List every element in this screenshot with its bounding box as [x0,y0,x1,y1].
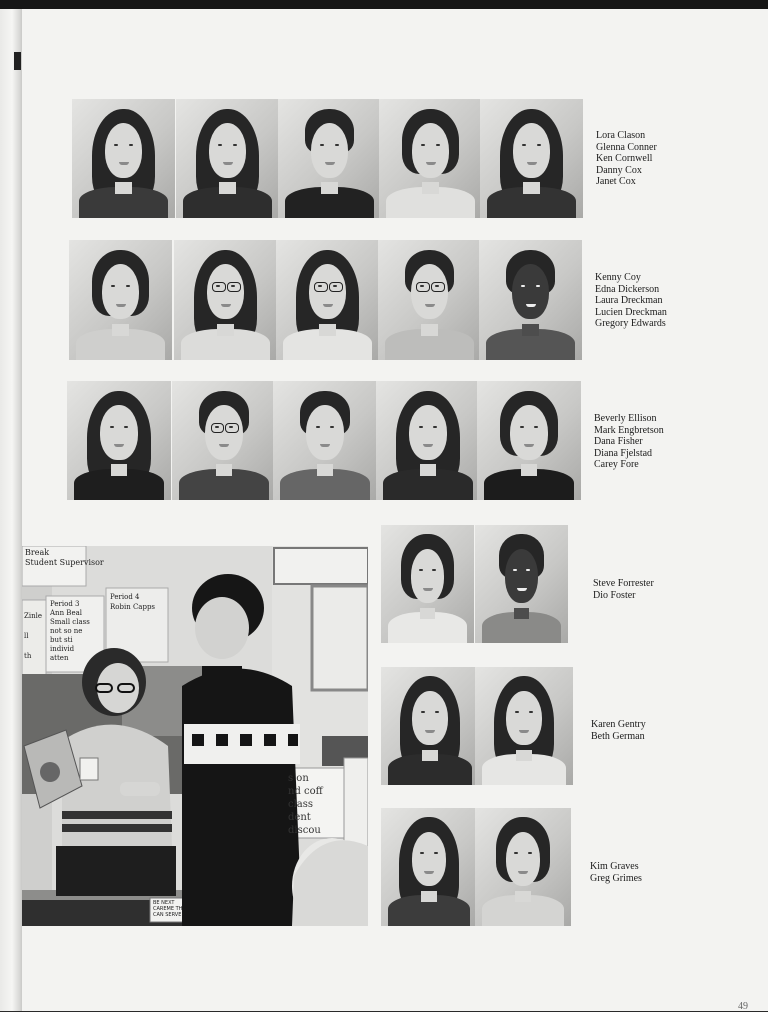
student-portrait [176,99,279,218]
sign-text: Period 4 [110,593,140,601]
sign-text: Small class [50,618,90,626]
sign-left-fragments [24,606,42,666]
sign-text: s on [288,773,309,784]
candid-photo [22,546,368,926]
page-number: 49 [738,1001,748,1012]
student-portrait [381,525,474,643]
student-portrait [174,240,277,360]
sign-text: CAN SERVE [153,912,182,918]
student-name: Diana Fjelstad [594,447,653,459]
sign-text: Robin Capps [110,603,156,611]
student-portrait [477,381,581,500]
names-row-5 [591,719,646,742]
student-portrait [479,240,582,360]
names-row-1 [596,130,657,188]
student-name: Carey Fore [594,459,639,471]
student-name: Kim Graves [590,861,639,872]
sign-text: CAREME TH [153,906,183,912]
student-portrait [379,99,482,218]
sign-text: nd coff [288,786,323,797]
student-name: Gregory Edwards [595,318,666,330]
student-portrait [172,381,276,500]
student-name: Karen Gentry [591,719,646,730]
sign-text: dent [288,812,311,823]
student-name: Lucien Dreckman [595,306,667,318]
student-portrait [381,667,479,785]
sign-text: Period 3 [50,600,80,608]
sign-text: BE NEXT [153,900,175,906]
sign-text: class [288,799,314,810]
student-name: Beth German [591,730,645,742]
student-portrait [278,99,381,218]
names-row-3 [594,413,664,471]
sign-period-4 [110,592,155,612]
student-portrait [475,808,571,926]
sign-period-3 [50,600,90,663]
student-portrait [376,381,480,500]
sign-text: not so ne [50,627,83,635]
sign-text: Break [25,548,50,557]
student-name: Dana Fisher [594,436,643,448]
names-row-2 [595,272,667,330]
student-name: Glenna Conner [596,141,657,153]
sign-counter [153,900,182,918]
sign-text: Student Supervisor [25,558,104,567]
student-name: Danny Cox [596,164,642,176]
student-portrait [67,381,171,500]
sign-break [25,548,104,568]
sign-text: Zinle [24,612,42,620]
student-portrait [72,99,175,218]
sign-board [288,772,323,837]
student-name: Greg Grimes [590,872,642,884]
student-portrait [273,381,377,500]
scan-top-edge [0,0,768,9]
sign-text: but sti [50,636,73,644]
sign-text: individ [50,645,75,653]
student-portrait [276,240,379,360]
sign-text: th [24,652,32,660]
sign-text: ll [24,632,29,640]
names-row-4 [593,578,654,601]
page-spine-shadow [0,9,22,1011]
student-name: Edna Dickerson [595,283,660,295]
sign-text: Ann Beal [50,609,82,617]
student-portrait [475,525,568,643]
student-portrait [378,240,481,360]
names-row-6 [590,861,642,884]
student-name: Dio Foster [593,589,636,601]
student-name: Lora Clason [596,130,646,141]
student-name: Ken Cornwell [596,153,653,165]
sign-text: discou [288,825,321,836]
student-portrait [475,667,573,785]
student-name: Steve Forrester [593,578,654,589]
student-name: Kenny Coy [595,272,641,283]
student-name: Laura Dreckman [595,295,663,307]
binding-mark [14,52,21,70]
student-portrait [480,99,583,218]
student-name: Mark Engbretson [594,424,664,436]
sign-text: atten [50,654,69,662]
student-portrait [69,240,172,360]
student-name: Janet Cox [596,176,636,188]
student-portrait [381,808,477,926]
student-name: Beverly Ellison [594,413,657,424]
